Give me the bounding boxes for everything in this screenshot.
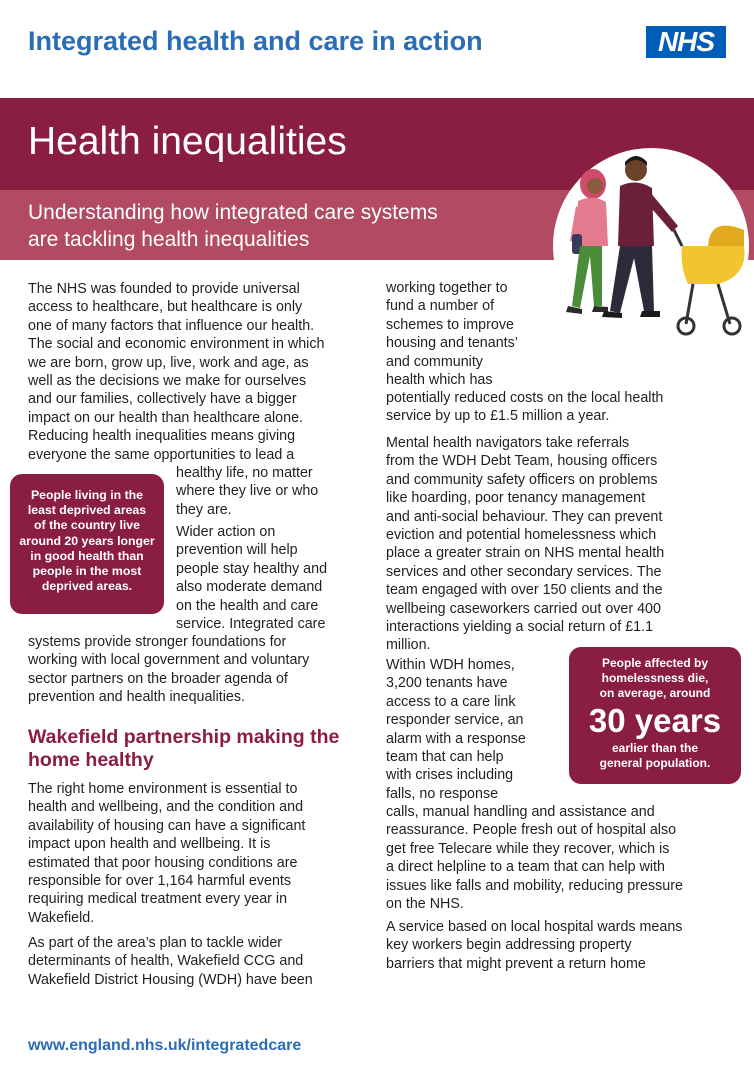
- text-line: The right home environment is essential to: [28, 781, 298, 797]
- text-line: 3,200 tenants have: [386, 675, 508, 692]
- text-line: availability of housing can have a significant: [28, 817, 306, 834]
- text-line: service by up to £1.5 million a year.: [386, 408, 610, 425]
- text-line: team engaged with over 150 clients and the: [386, 582, 663, 599]
- text-line: systems provide stronger foundations for: [28, 634, 287, 650]
- text-line: service. Integrated care: [176, 616, 326, 633]
- text-line: Wakefield District Housing (WDH) have been: [28, 971, 313, 988]
- callout-line: least deprived areas: [27, 503, 147, 518]
- text-line: requiring medical treatment every year in: [28, 891, 288, 908]
- heading-line: Wakefield partnership making the: [28, 726, 340, 748]
- schemes-paragraph-continued: [386, 389, 736, 426]
- text-line: determinants of health, Wakefield CCG and: [28, 953, 304, 970]
- text-line: team that can help: [386, 749, 504, 766]
- text-line: healthy life, no matter: [176, 465, 313, 481]
- text-line: potentially reduced costs on the local health: [386, 390, 664, 406]
- callout-line: on average, around: [599, 686, 711, 700]
- callout-line: deprived areas.: [41, 579, 133, 594]
- text-line: on the health and care: [176, 597, 319, 614]
- text-line: As part of the area’s plan to tackle wider: [28, 935, 283, 951]
- text-line: Within WDH homes,: [386, 657, 515, 673]
- mental-health-paragraph: [386, 434, 736, 655]
- text-line: with crises including: [386, 767, 514, 784]
- callout-line: around 20 years longer: [19, 533, 155, 548]
- page-title: Health inequalities: [28, 120, 347, 163]
- text-line: well as the decisions we make for ourselves: [28, 373, 307, 390]
- text-line: place a greater strain on NHS mental health: [386, 545, 665, 562]
- text-line: and our families, collectively have a bigger: [28, 391, 297, 408]
- text-line: where they live or who: [176, 483, 319, 500]
- schemes-paragraph: [386, 279, 546, 389]
- text-line: and anti-social behaviour. They can prevent: [386, 508, 663, 525]
- callout-line: general population.: [599, 756, 711, 770]
- text-line: they are.: [176, 501, 232, 518]
- callout-big-number: 30 years: [588, 702, 722, 739]
- text-line: health which has: [386, 372, 493, 389]
- text-line: prevention and health inequalities.: [28, 689, 245, 706]
- intro-paragraph: [28, 280, 373, 464]
- stat-callout-homelessness: [569, 647, 741, 784]
- text-line: calls, manual handling and assistance and: [386, 804, 655, 820]
- text-line: prevention will help: [176, 542, 298, 559]
- text-line: alarm with a response: [386, 730, 526, 747]
- text-line: Reducing health inequalities means giving: [28, 428, 296, 445]
- text-line: everyone the same opportunities to lead a: [28, 446, 295, 463]
- callout-line: People living in the: [30, 488, 144, 502]
- text-line: falls, no response: [386, 785, 499, 802]
- text-line: services and other secondary services. The: [386, 563, 662, 580]
- text-line: fund a number of: [386, 298, 495, 315]
- plan-paragraph: [28, 934, 373, 989]
- text-line: from the WDH Debt Team, housing officers: [386, 453, 658, 470]
- text-line: responder service, an: [386, 712, 524, 729]
- text-line: we are born, grow up, live, work and age, as: [28, 354, 309, 371]
- text-line: get free Telecare while they recover, which is: [386, 840, 670, 857]
- text-line: million.: [386, 637, 431, 654]
- text-line: sector partners on the broader agenda of: [28, 670, 288, 687]
- text-line: access to a care link: [386, 693, 516, 710]
- text-line: The NHS was founded to provide universal: [28, 281, 300, 297]
- text-line: responsible for over 1,164 harmful events: [28, 873, 292, 890]
- text-line: one of many factors that influence our health.: [28, 317, 315, 334]
- care-link-paragraph-continued: [386, 803, 736, 913]
- text-line: interactions yielding a social return of £1.1: [386, 619, 654, 636]
- text-line: eviction and potential homelessness which: [386, 527, 657, 544]
- callout-line: People affected by: [601, 656, 709, 670]
- section-heading: [28, 726, 373, 772]
- text-line: access to healthcare, but healthcare is only: [28, 299, 303, 316]
- text-line: and community: [386, 353, 483, 370]
- text-line: working with local government and voluntary: [28, 652, 310, 669]
- heading-line: home healthy: [28, 749, 154, 771]
- text-line: also moderate demand: [176, 579, 323, 596]
- text-line: Wider action on: [176, 524, 276, 540]
- family-walking-illustration: [548, 146, 754, 346]
- callout-line: homelessness die,: [601, 671, 709, 685]
- callout-line: earlier than the: [611, 741, 699, 755]
- intro-wrap-text: [176, 464, 366, 519]
- prevention-paragraph: [176, 523, 366, 633]
- text-line: schemes to improve: [386, 316, 514, 333]
- text-line: impact upon health and wellbeing. It is: [28, 836, 271, 853]
- text-line: wellbeing caseworkers carried out over 400: [386, 600, 661, 617]
- text-line: a direct helpline to a team that can help with: [386, 859, 665, 876]
- stat-callout-deprived-areas: [10, 474, 164, 614]
- text-line: and community safety officers on problems: [386, 471, 658, 488]
- nhs-logo: NHS: [646, 26, 726, 58]
- callout-line: people in the most: [32, 564, 142, 579]
- text-line: on the NHS.: [386, 896, 464, 913]
- text-line: like hoarding, poor tenancy management: [386, 490, 646, 507]
- text-line: Mental health navigators take referrals: [386, 435, 630, 451]
- text-line: estimated that poor housing conditions are: [28, 854, 298, 871]
- text-line: working together to: [386, 280, 508, 296]
- prevention-paragraph-continued: [28, 633, 373, 707]
- housing-paragraph: [28, 780, 373, 927]
- text-line: people stay healthy and: [176, 560, 328, 577]
- page-subtitle: [28, 199, 548, 253]
- text-line: impact on our health than healthcare alone.: [28, 409, 304, 426]
- text-line: key workers begin addressing property: [386, 937, 632, 954]
- text-line: reassurance. People fresh out of hospital also: [386, 822, 677, 839]
- text-line: Wakefield.: [28, 909, 95, 926]
- subtitle-line: are tackling health inequalities: [28, 228, 310, 251]
- text-line: barriers that might prevent a return home: [386, 955, 646, 972]
- text-line: housing and tenants’: [386, 335, 518, 352]
- text-line: A service based on local hospital wards means: [386, 919, 683, 935]
- text-line: The social and economic environment in which: [28, 336, 325, 353]
- subtitle-line: Understanding how integrated care systems: [28, 201, 438, 224]
- text-line: issues like falls and mobility, reducing pressure: [386, 877, 683, 894]
- callout-line: of the country live: [34, 518, 140, 533]
- publication-title: Integrated health and care in action: [28, 26, 483, 56]
- hospital-service-paragraph: [386, 918, 736, 973]
- callout-line: in good health than: [30, 548, 144, 563]
- text-line: health and wellbeing, and the condition and: [28, 799, 304, 816]
- care-link-paragraph: [386, 656, 561, 803]
- footer-website-link[interactable]: www.england.nhs.uk/integratedcare: [28, 1037, 302, 1054]
